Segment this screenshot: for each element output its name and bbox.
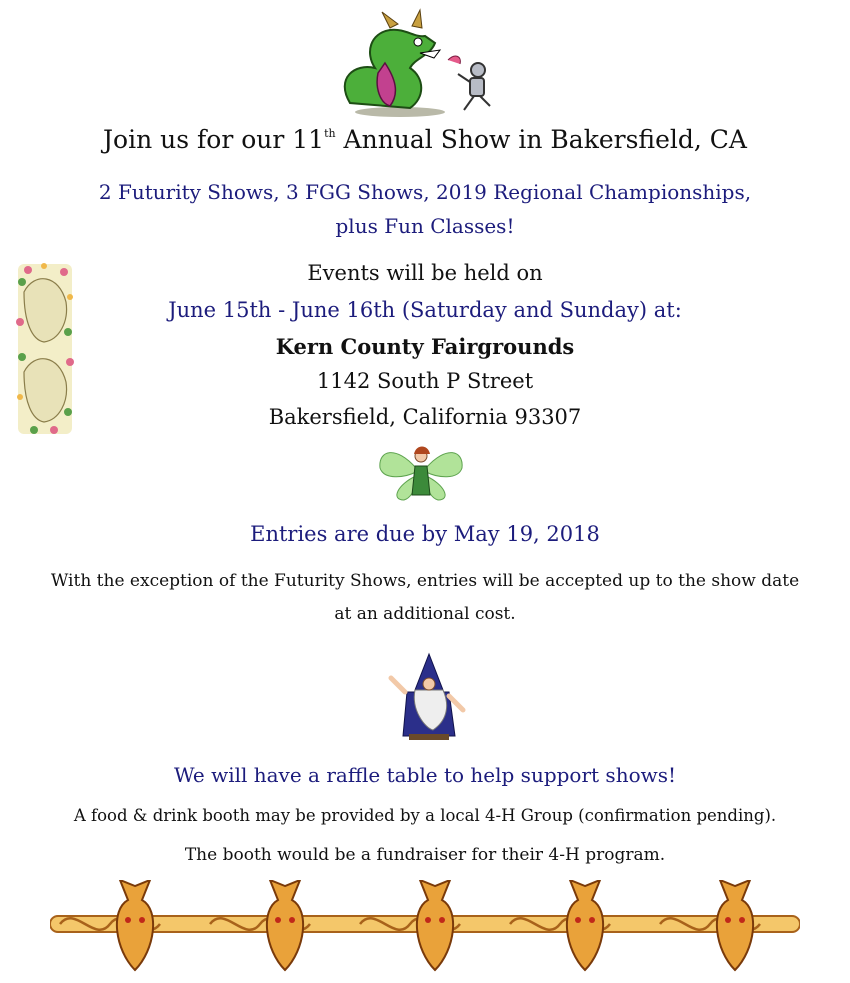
entries-note-2: at an additional cost. <box>334 604 516 624</box>
entries-note-1: With the exception of the Futurity Shows, entries will be accepted up to the show date <box>50 571 800 591</box>
dragon-border-illustration <box>50 880 800 975</box>
intro-line <box>0 125 850 154</box>
intro-sup: th <box>324 127 336 140</box>
fairy-illustration <box>376 440 466 505</box>
event-venue: Kern County Fairgrounds <box>275 334 575 359</box>
entries-due: Entries are due by May 19, 2018 <box>250 522 600 546</box>
wizard-illustration <box>385 650 467 742</box>
event-city: Bakersfield, California 93307 <box>268 405 582 429</box>
shows-line-1: 2 Futurity Shows, 3 FGG Shows, 2019 Regional Championships, <box>98 180 752 204</box>
food-line-1: A food & drink booth may be provided by a local 4-H Group (confirmation pending). <box>73 806 777 825</box>
raffle-text: We will have a raffle table to help support shows! <box>173 763 677 787</box>
intro-pre: Join us for our 11 <box>103 125 325 154</box>
shows-line-2: plus Fun Classes! <box>335 214 515 238</box>
dragon-illustration <box>330 8 500 120</box>
event-street: 1142 South P Street <box>316 369 534 393</box>
event-dates: June 15th - June 16th (Saturday and Sunday) at: <box>168 298 682 322</box>
intro-post: Annual Show in Bakersfield, CA <box>335 125 747 154</box>
food-line-2: The booth would be a fundraiser for their 4-H program. <box>184 845 666 865</box>
event-intro: Events will be held on <box>307 261 543 285</box>
